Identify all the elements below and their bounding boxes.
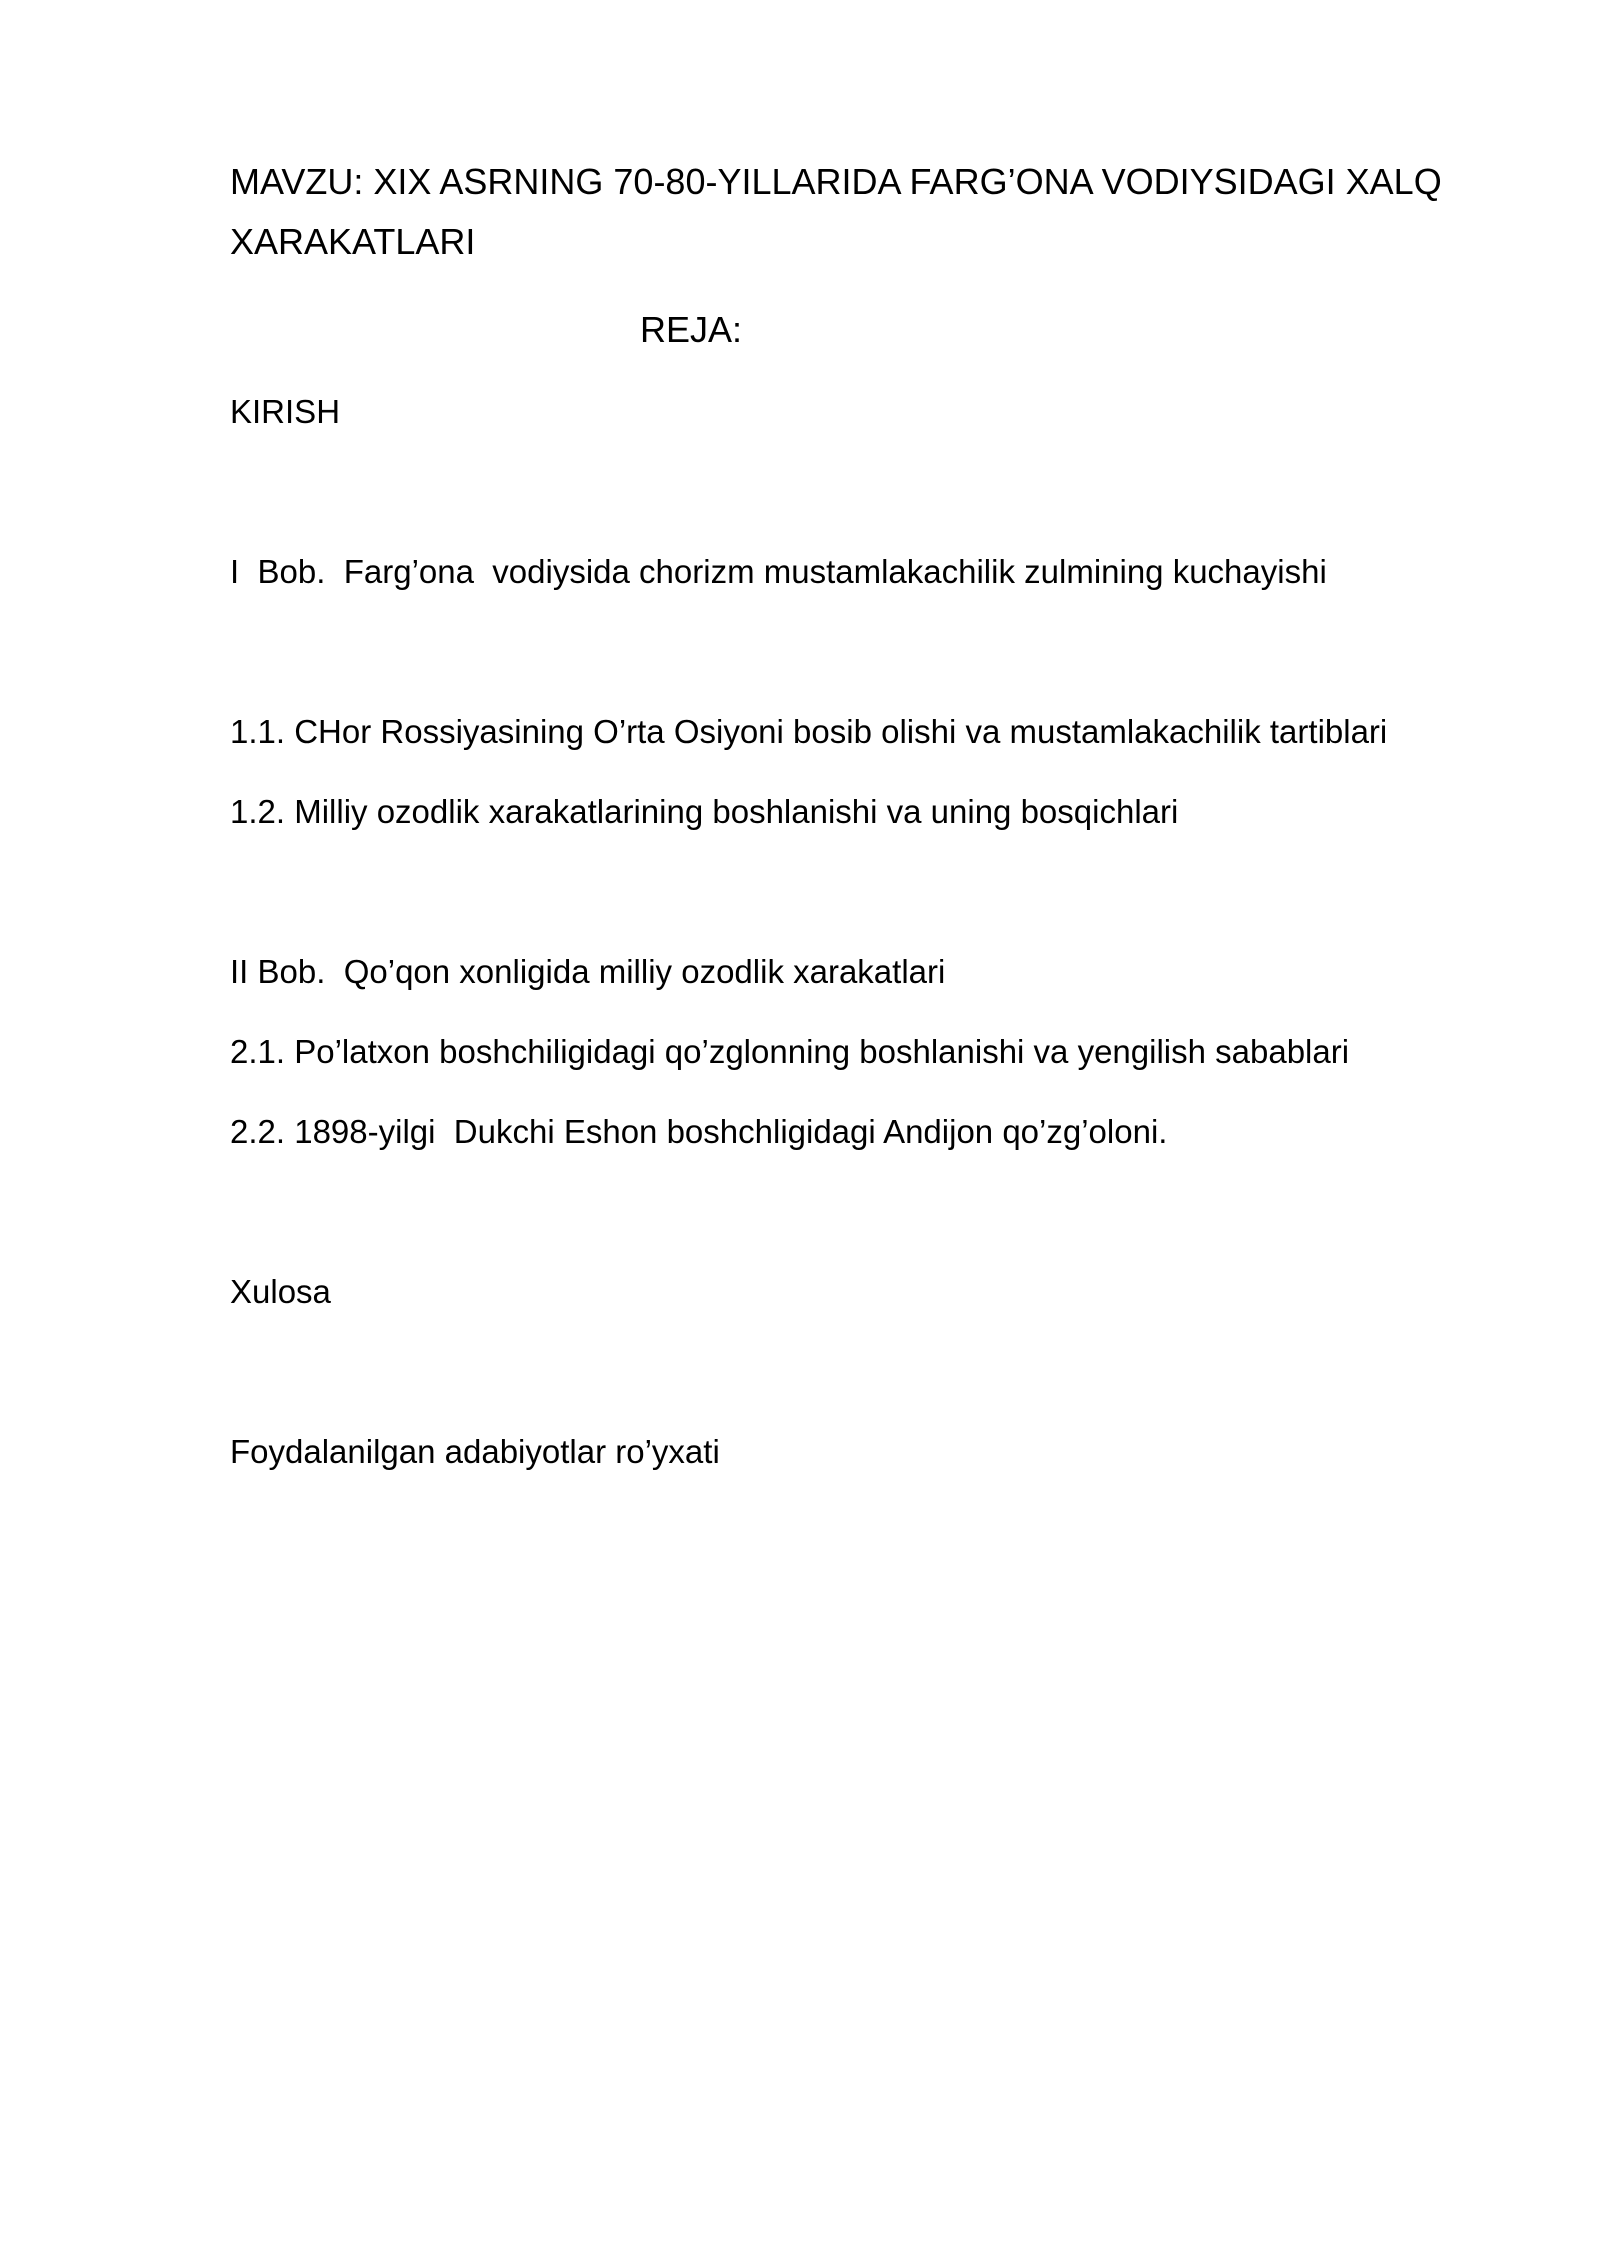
intro-label: KIRISH	[230, 393, 341, 430]
section-2-2: 2.2. 1898-yilgi Dukchi Eshon boshchligidagi Andijon qo’zg’oloni.	[230, 1113, 1168, 1150]
conclusion-label: Xulosa	[230, 1273, 331, 1310]
chapter-1-title: I Bob. Farg’ona vodiysida chorizm mustamlakachilik zulmining kuchayishi	[230, 553, 1327, 590]
references-label: Foydalanilgan adabiyotlar ro’yxati	[230, 1433, 720, 1470]
section-1-1: 1.1. CHor Rossiyasining O’rta Osiyoni bosib olishi va mustamlakachilik tartiblari	[230, 713, 1388, 750]
section-2-1: 2.1. Po’latxon boshchiligidagi qo’zglonning boshlanishi va yengilish sabablari	[230, 1033, 1350, 1070]
section-1-2: 1.2. Milliy ozodlik xarakatlarining boshlanishi va uning bosqichlari	[230, 793, 1179, 830]
page-title: MAVZU: XIX ASRNING 70-80-YILLARIDA FARG’ONA VODIYSIDAGI XALQ XARAKATLARI	[230, 161, 1442, 262]
chapter-2-title: II Bob. Qo’qon xonligida milliy ozodlik xarakatlari	[230, 953, 946, 990]
plan-heading: REJA:	[640, 309, 743, 350]
